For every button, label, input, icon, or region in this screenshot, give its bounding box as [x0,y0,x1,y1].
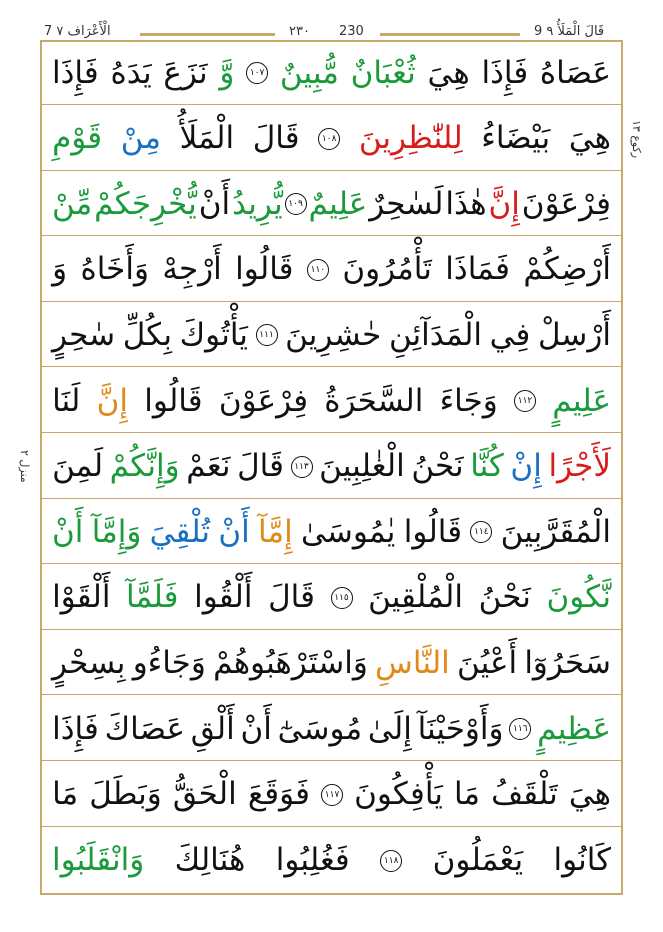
ayah-number-marker: ١٠٧ [246,62,268,84]
word: مَا [52,776,79,813]
word: عَصَاهُ [539,54,611,91]
word: وَأَوْحَيْنَآ [417,710,504,747]
word: أَعْيُنَ [457,644,518,681]
text-line [42,567,621,630]
word: وَ [52,251,68,288]
word: يُّرِيدُ [232,185,283,222]
word: أَنْ [198,185,231,222]
text-line [42,764,621,827]
word: إِلَىٰ [367,710,412,747]
word: إِنَّ [96,382,128,419]
word: أَنْ [218,513,250,550]
manzil-marker: منزل ۲ [18,450,31,483]
word: نَزَعَ [163,54,208,91]
text-line [42,239,621,302]
word: فَغُلِبُوا [275,842,350,879]
ayah-number-marker: ١١٣ [291,456,313,478]
ayah-number-marker: ١١٤ [470,521,492,543]
word: أَرْضِكُمْ [523,251,611,288]
header-surah: 7 الْأَعْرَاف ٧ [40,22,115,42]
text-line [42,436,621,499]
word: وَإِمَّآ [91,513,142,550]
word: كُنَّا [470,448,504,485]
word: قَوْمِ [52,120,103,157]
word: عَلِيمٍ [552,382,611,419]
word: يٰمُوسَىٰ [301,513,396,550]
word: فَمَاذَا [445,251,510,288]
word: السَّحَرَةُ [324,382,424,419]
word: أَرْسِلْ [537,316,611,353]
word: فَوَقَعَ [247,776,310,813]
header-page-number: 230 [335,22,368,42]
word: الْحَقُّ [172,776,237,813]
word: مُوسَىٰٓ [277,710,363,747]
header-juz: 9 قَالَ الْمَلَأُ ٩ [530,22,608,42]
text-line [42,501,621,564]
word: فَإِذَا [52,54,99,91]
word: تُلْقِيَ [149,513,211,550]
word: يَدَهُ [110,54,152,91]
word: عَلِيمٌ [308,185,368,222]
word: يَأْفِكُونَ [354,776,443,813]
word: الْمَلَأُ [179,120,235,157]
word: فَإِذَا [52,710,99,747]
word: وَأَخَاهُ [80,251,149,288]
ayah-number-marker: ١١٥ [331,587,353,609]
word: مُّبِينٌ [279,54,339,91]
word: بِسِحْرٍ [52,644,126,681]
word: قَالُوا [144,382,203,419]
word: إِمَّآ [258,513,293,550]
word: الْغٰلِبِينَ [319,448,405,485]
text-line [42,632,621,695]
ayah-number-marker: ١١٢ [514,390,536,412]
word: وَاسْتَرْهَبُوهُمْ [213,644,368,681]
ayah-number-marker: ١٠٨ [318,128,340,150]
word: يَعْمَلُونَ [432,842,524,879]
header-rule-left [140,33,275,36]
word: مَا [453,776,481,813]
ayah-number-marker: ١١٦ [509,718,531,740]
word: لَسٰحِرٌ [369,185,444,222]
word: وَجَاءُو [132,644,206,681]
word: فَلَمَّآ [126,579,179,616]
word: حٰشِرِينَ [285,316,382,353]
word: هٰذَا [445,185,487,222]
text-line [42,370,621,433]
word: تَأْمُرُونَ [342,251,432,288]
word: هُنَالِكَ [174,842,246,879]
ayah-number-marker: ١١٧ [321,784,343,806]
word: عَصَاكَ [104,710,185,747]
word: يَأْتُوكَ [179,316,248,353]
word: أَلْقُوا [194,579,253,616]
ayah-number-marker: ١١١ [256,324,278,346]
text-line [42,829,621,892]
text-line [42,698,621,761]
text-line [42,42,621,105]
text-line [42,173,621,236]
word: أَنْ [52,513,84,550]
word: وَإِنَّكُمْ [109,448,180,485]
word: نَحْنُ [478,579,531,616]
ayah-number-marker: ١١٠ [307,259,329,281]
word: أَنْ [240,710,272,747]
word: كَانُوا [553,842,611,879]
word: مِّنْ [52,185,93,222]
word: عَظِيمٍ [537,710,611,747]
word: الْمُقَرَّبِينَ [500,513,611,550]
word: هِيَ [427,54,470,91]
word: فِرْعَوْنَ [218,382,309,419]
word: بَيْضَاءُ [481,120,551,157]
word: سَحَرُوٓا [524,644,611,681]
word: أَلْقِ [190,710,235,747]
word: سٰحِرٍ [52,316,116,353]
word: قَالُوا [403,513,463,550]
word: أَلْقَوْا [52,579,111,616]
word: نَحْنُ [411,448,464,485]
word: هِيَ [568,120,611,157]
page-header [40,22,623,42]
word: وَبَطَلَ [89,776,162,813]
word: وَجَاءَ [439,382,498,419]
word: لِلنّٰظِرِينَ [358,120,463,157]
word: يُّخْرِجَكُمْ [94,185,197,222]
word: وَانْقَلَبُوا [52,842,145,879]
word: ثُعْبَانٌ [350,54,416,91]
word: النَّاسِ [375,644,450,681]
header-page-arabic: ٢٣٠ [285,22,314,42]
word: إِنْ [510,448,542,485]
word: لَأَجْرًا [548,448,611,485]
word: قَالُوا [235,251,294,288]
word: قَالَ [268,579,315,616]
word: قَالَ [237,448,284,485]
word: قَالَ [252,120,300,157]
word: إِنَّ [488,185,520,222]
word: فِي [489,316,531,353]
text-line [42,108,621,171]
word: مِنْ [120,120,161,157]
word: بِكُلِّ [122,316,172,353]
ruku-marker: رکوع ۱۳ [630,120,643,159]
word: نَّكُونَ [546,579,611,616]
word: لَمِنَ [52,448,104,485]
ayah-number-marker: ١١٨ [380,850,402,872]
text-line [42,304,621,367]
word: أَرْجِهْ [162,251,222,288]
word: لَنَا [52,382,81,419]
word: فِرْعَوْنَ [521,185,611,222]
word: الْمَدَآئِنِ [388,316,483,353]
word: وَّ [219,54,235,91]
word: الْمُلْقِينَ [368,579,463,616]
word: نَعَمْ [186,448,231,485]
word: فَإِذَا [481,54,529,91]
word: تَلْقَفُ [491,776,558,813]
ayah-number-marker: ١٠٩ [285,193,307,215]
word: هِيَ [568,776,611,813]
header-rule-right [380,33,520,36]
